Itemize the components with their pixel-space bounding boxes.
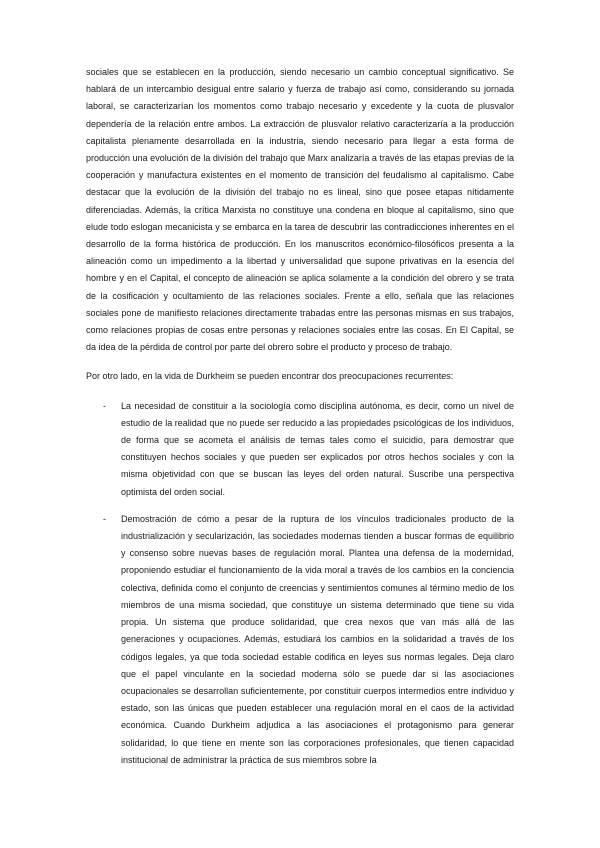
- document-page: [86, 64, 514, 769]
- paragraph-durkheim-intro: Por otro lado, en la vida de Durkheim se pueden encontrar dos preocupaciones recurrentes:: [86, 371, 454, 382]
- list-item-text: La necesidad de constituir a la sociología como disciplina autónoma, es decir, como un nivel de estudio de la realidad que no puede ser reducido a las propiedades psicológicas de los individuos, de forma que se acometa el análisis de temas tales como el suicidio, para demostrar que constituyen hechos sociales y que pueden ser explicados por otros hechos sociales y con la misma objetividad con que se buscan las leyes del orden natural. Suscribe una perspectiva optimista del orden social.: [121, 400, 514, 497]
- list-bullet: -: [103, 513, 106, 524]
- list-item: [86, 398, 514, 501]
- durkheim-concerns-list: [86, 398, 514, 769]
- list-bullet: -: [103, 400, 106, 411]
- list-item-text: Demostración de cómo a pesar de la ruptura de los vínculos tradicionales producto de la industrialización y secularización, las sociedades modernas tienden a buscar formas de equilibrio y consenso sobre nuevas bases de regulación moral. Plantea una defensa de la modernidad, proponiendo estudiar el funcionamiento de la vida moral a través de los cambios en la conciencia colectiva, definida como el conjunto de creencias y sentimientos comunes al término medio de los miembros de una misma sociedad, que constituye un sistema determinado que tiene su vida propia. Un sistema que produce solidaridad, que crea nexos que van más allá de las generaciones y ocupaciones. Además, estudiará los cambios en la solidaridad a través de los códigos legales, ya que toda sociedad estable codifica en leyes sus normas legales. Deja claro que el papel vinculante en la sociedad moderna sólo se puede dar si las asociaciones ocupacionales se desarrollan suficientemente, por constituir cuerpos intermedios entre individuo y estado, son las únicas que pueden establecer una regulación moral en el caos de la actividad económica. Cuando Durkheim adjudica a las asociaciones el protagonismo para generar solidaridad, lo que tiene en mente son las corporaciones profesionales, que tienen capacidad institucional de administrar la práctica de sus miembros sobre la: [121, 513, 514, 765]
- list-item: [86, 511, 514, 769]
- paragraph-marx-analysis: sociales que se establecen en la producción, siendo necesario un cambio conceptual significativo. Se hablará de un intercambio desigual entre salario y fuerza de trabajo así como, considerando su jornada laboral, se caracterizarían los momentos como trabajo necesario y excedente y la cuota de plusvalor dependería de la relación entre ambos. La extracción de plusvalor relativo caracterizaría a la producción capitalista plenamente desarrollada en la industria, siendo necesario para llegar a esta forma de producción una evolución de la división del trabajo que Marx analizaría a través de las etapas previas de la cooperación y manufactura existentes en el momento de transición del feudalismo al capitalismo. Cabe destacar que la evolución de la división del trabajo no es lineal, sino que posee etapas nítidamente diferenciadas. Además, la crítica Marxista no constituye una condena en bloque al capitalismo, sino que elude todo eslogan mecanicista y se embarca en la tarea de descubrir las contradicciones inherentes en el desarrollo de la forma histórica de producción. En los manuscritos económico-filosóficos presenta a la alineación como un impedimento a la libertad y universalidad que supone privativas en la esencia del hombre y en el Capital, el concepto de alineación se aplica solamente a la condición del obrero y se trata de la cosificación y ocultamiento de las relaciones sociales. Frente a ello, señala que las relaciones sociales pone de manifiesto relaciones directamente trabadas entre las personas mismas en sus trabajos, como relaciones propias de cosas entre personas y relaciones sociales entre las cosas. En El Capital, se da idea de la pérdida de control por parte del obrero sobre el producto y proceso de trabajo.: [86, 67, 514, 353]
